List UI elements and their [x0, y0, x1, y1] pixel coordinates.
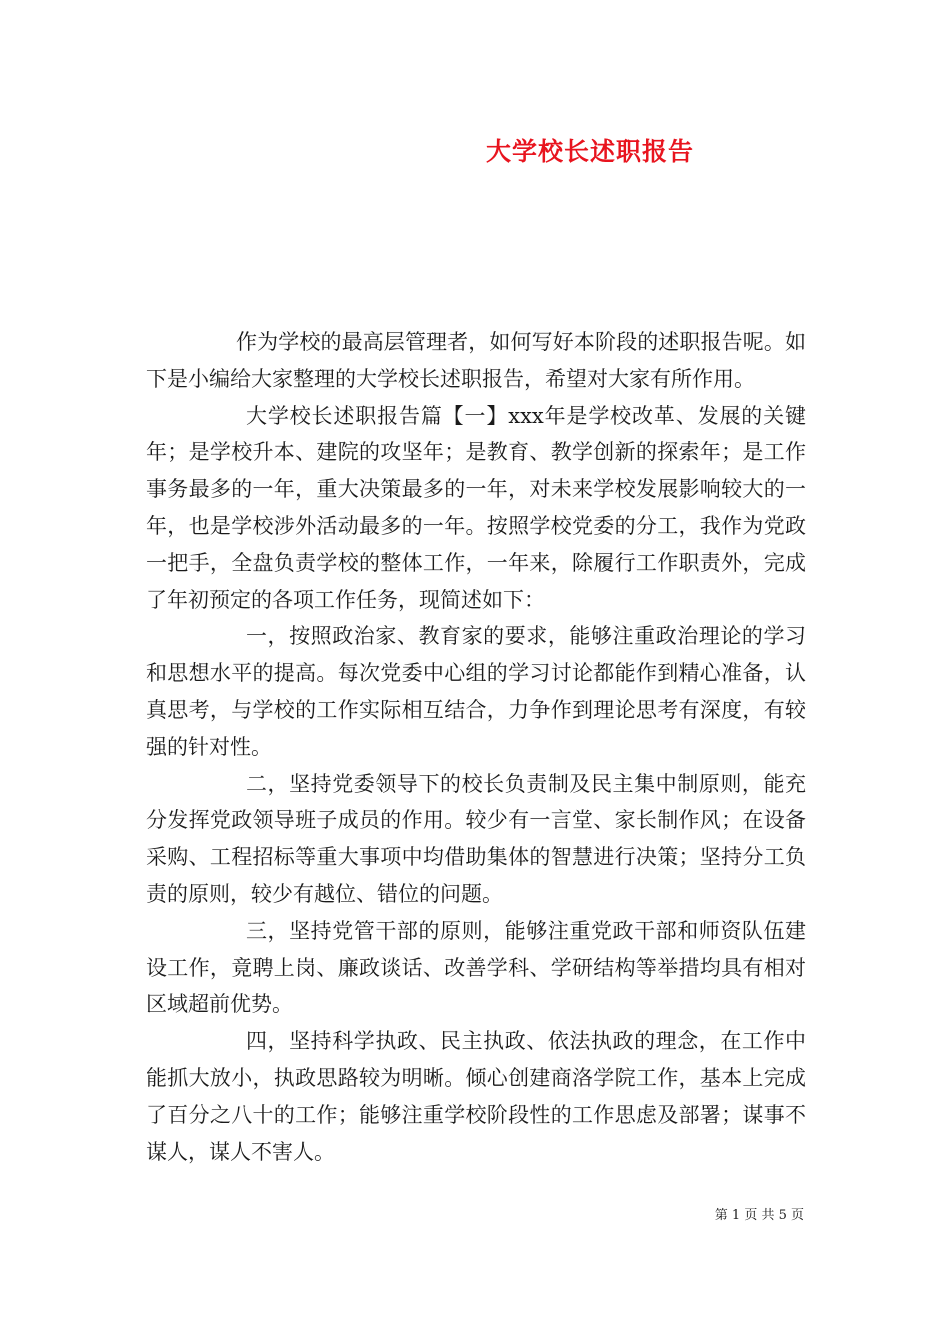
- point-four-paragraph: 四，坚持科学执政、民主执政、依法执政的理念，在工作中能抓大放小，执政思路较为明晰。倾心创建商洛学院工作，基本上完成了百分之八十的工作；能够注重学校阶段性的工作思虑及部署；谋事不谋人，谋人不害人。: [146, 1029, 806, 1164]
- document-body: [146, 324, 806, 1170]
- point-one-paragraph: 一，按照政治家、教育家的要求，能够注重政治理论的学习和思想水平的提高。每次党委中心组的学习讨论都能作到精心准备，认真思考，与学校的工作实际相互结合，力争作到理论思考有深度，有较强的针对性。: [146, 624, 806, 759]
- page-number: 第 1 页 共 5 页: [714, 1208, 804, 1223]
- intro-paragraph: 作为学校的最高层管理者，如何写好本阶段的述职报告呢。如下是小编给大家整理的大学校长述职报告，希望对大家有所作用。: [146, 330, 806, 391]
- point-three-paragraph: 三，坚持党管干部的原则，能够注重党政干部和师资队伍建设工作，竟聘上岗、廉政谈话、改善学科、学研结构等举措均具有相对区域超前优势。: [146, 918, 806, 1017]
- section-one-paragraph: 大学校长述职报告篇【一】xxx年是学校改革、发展的关键年；是学校升本、建院的攻坚年；是教育、教学创新的探索年；是工作事务最多的一年，重大决策最多的一年，对未来学校发展影响较大的一年，也是学校涉外活动最多的一年。按照学校党委的分工，我作为党政一把手，全盘负责学校的整体工作，一年来，除履行工作职责外，完成了年初预定的各项工作任务，现简述如下：: [146, 403, 806, 612]
- page-title: 大学校长述职报告: [485, 137, 694, 166]
- point-two-paragraph: 二，坚持党委领导下的校长负责制及民主集中制原则，能充分发挥党政领导班子成员的作用。较少有一言堂、家长制作风；在设备采购、工程招标等重大事项中均借助集体的智慧进行决策；坚持分工负责的原则，较少有越位、错位的问题。: [146, 771, 806, 906]
